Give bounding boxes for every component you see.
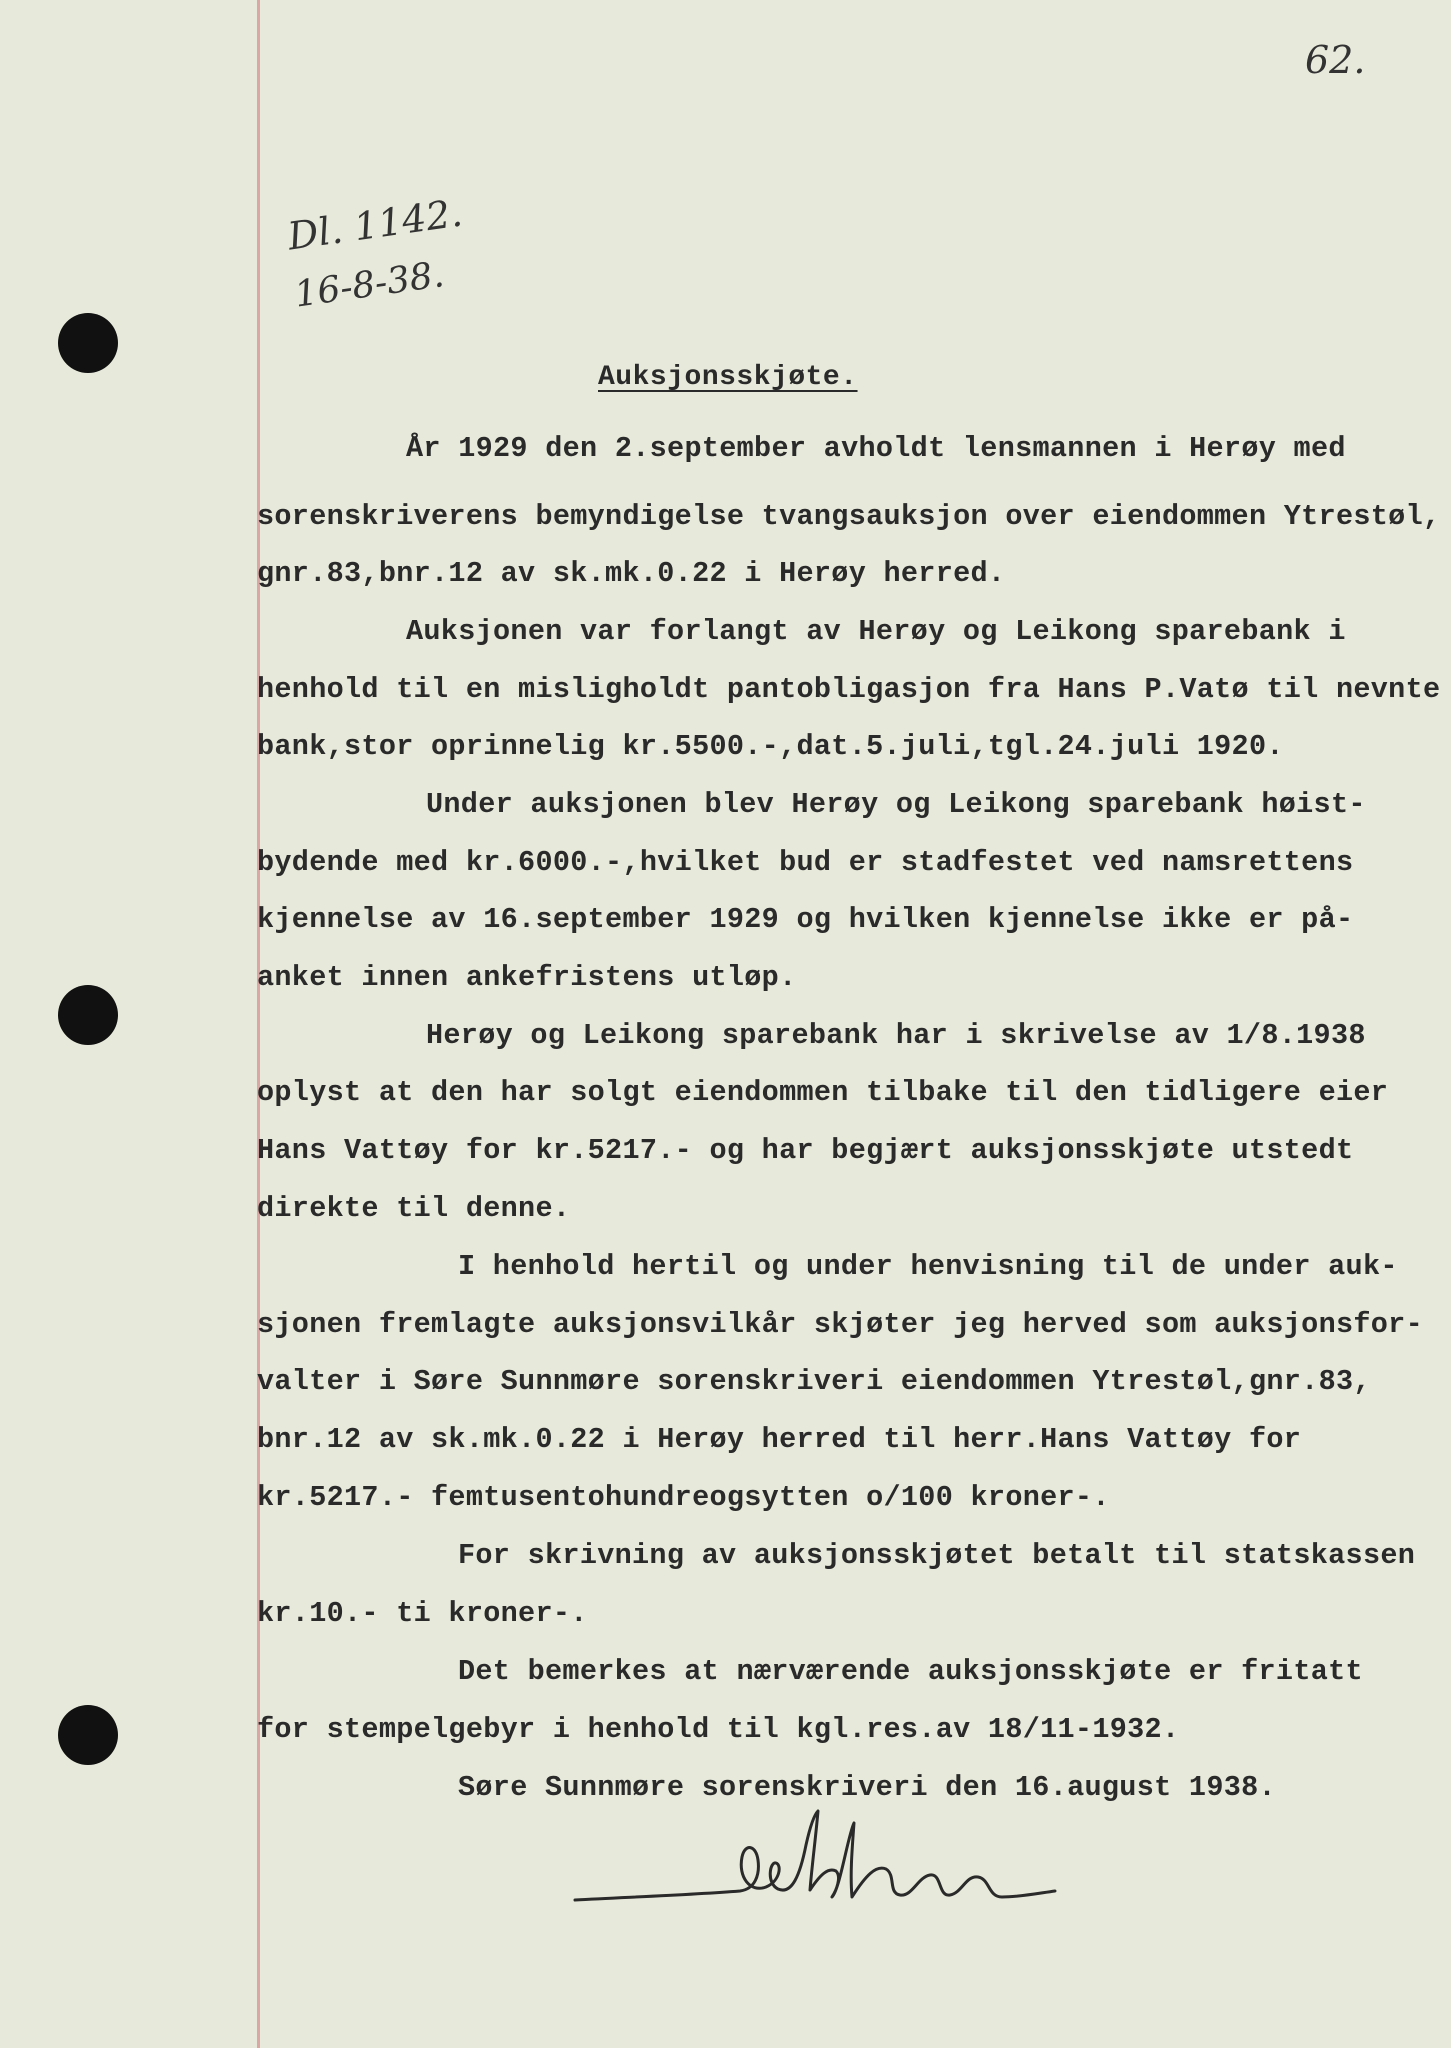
text-line: anket innen ankefristens utløp.	[257, 961, 797, 994]
text-line: direkte til denne.	[257, 1192, 571, 1225]
text-line: kjennelse av 16.september 1929 og hvilken kjennelse ikke er på-	[257, 903, 1354, 936]
text-line: sorenskriverens bemyndigelse tvangsauksjon over eiendommen Ytrestøl,	[257, 500, 1441, 533]
punch-hole	[58, 985, 118, 1045]
text-line: kr.5217.- femtusentohundreogsytten o/100 kroner-.	[257, 1481, 1110, 1514]
text-line: valter i Søre Sunnmøre sorenskriveri eiendommen Ytrestøl,gnr.83,	[257, 1365, 1371, 1398]
text-line: henhold til en misligholdt pantobligasjon fra Hans P.Vatø til nevnte	[257, 673, 1441, 706]
margin-reference: Dl. 1142.	[285, 190, 465, 259]
punch-hole	[58, 313, 118, 373]
document-title: Auksjonsskjøte.	[598, 362, 858, 393]
text-line: År 1929 den 2.september avholdt lensmannen i Herøy med	[406, 432, 1346, 465]
text-line: Hans Vattøy for kr.5217.- og har begjært auksjonsskjøte utstedt	[257, 1134, 1354, 1167]
text-line: sjonen fremlagte auksjonsvilkår skjøter jeg herved som auksjonsfor-	[257, 1308, 1423, 1341]
text-line: for stempelgebyr i henhold til kgl.res.av 18/11-1932.	[257, 1713, 1180, 1746]
text-line: bank,stor oprinnelig kr.5500.-,dat.5.juli,tgl.24.juli 1920.	[257, 730, 1284, 763]
text-line: For skrivning av auksjonsskjøtet betalt til statskassen	[458, 1539, 1416, 1572]
punch-hole	[58, 1705, 118, 1765]
text-line: oplyst at den har solgt eiendommen tilbake til den tidligere eier	[257, 1076, 1389, 1109]
text-line: kr.10.- ti kroner-.	[257, 1597, 588, 1630]
text-line: bnr.12 av sk.mk.0.22 i Herøy herred til herr.Hans Vattøy for	[257, 1423, 1302, 1456]
text-line: bydende med kr.6000.-,hvilket bud er stadfestet ved namsrettens	[257, 846, 1354, 879]
signature	[570, 1805, 1060, 1935]
page-number: 62.	[1305, 38, 1366, 82]
text-line: I henhold hertil og under henvisning til de under auk-	[458, 1250, 1398, 1283]
margin-date: 16-8-38.	[292, 254, 447, 316]
text-line: Under auksjonen blev Herøy og Leikong sparebank høist-	[426, 788, 1366, 821]
text-line: Herøy og Leikong sparebank har i skrivelse av 1/8.1938	[426, 1019, 1366, 1052]
text-line: Søre Sunnmøre sorenskriveri den 16.august 1938.	[458, 1771, 1276, 1804]
text-line: gnr.83,bnr.12 av sk.mk.0.22 i Herøy herred.	[257, 557, 1006, 590]
text-line: Auksjonen var forlangt av Herøy og Leikong sparebank i	[406, 615, 1346, 648]
text-line: Det bemerkes at nærværende auksjonsskjøte er fritatt	[458, 1655, 1363, 1688]
